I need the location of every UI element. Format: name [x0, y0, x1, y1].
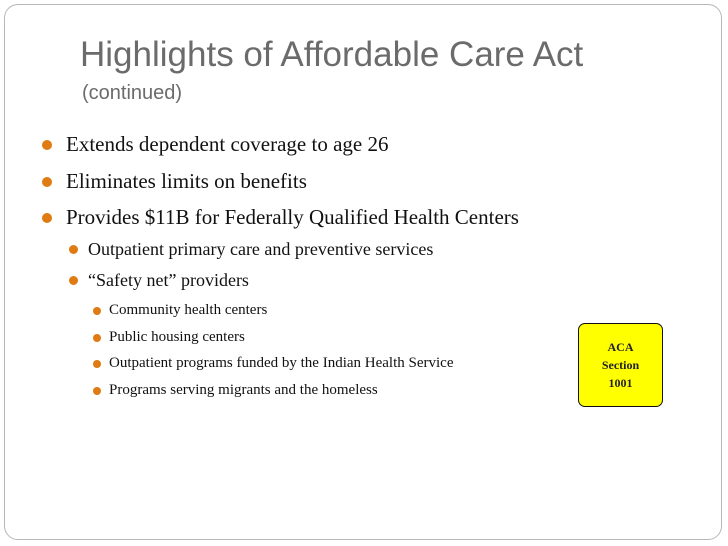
- bullet-text: Programs serving migrants and the homeless: [109, 382, 378, 398]
- subbullet-indian-health: [109, 355, 453, 372]
- callout-line-3: 1001: [608, 376, 633, 390]
- bullet-text: Outpatient programs funded by the Indian Health Service: [109, 355, 454, 371]
- bullet-text: Public housing centers: [109, 329, 245, 345]
- bullet-dot-icon: [93, 307, 101, 315]
- subbullet-migrants-homeless: [109, 382, 378, 399]
- bullet-text: Provides $11B for Federally Qualified Health Centers: [66, 205, 519, 229]
- bullet-fqhc-funding: [66, 205, 519, 230]
- callout-line-1: ACA: [607, 340, 634, 354]
- subbullet-outpatient-care: [88, 239, 433, 260]
- bullet-text: Community health centers: [109, 302, 268, 318]
- subsubbullet-community-health: [109, 302, 267, 319]
- subbullet-safety-net: [88, 270, 249, 291]
- bullet-text: Outpatient primary care and preventive services: [88, 239, 434, 259]
- bullet-dot-icon: [93, 334, 101, 342]
- bullet-dot-icon: [42, 213, 52, 223]
- bullet-dot-icon: [93, 360, 101, 368]
- subbullet-public-housing: [109, 329, 245, 346]
- bullet-dot-icon: [42, 140, 52, 150]
- bullet-dependent-coverage: [66, 132, 388, 157]
- bullet-dot-icon: [93, 387, 101, 395]
- bullet-text: Eliminates limits on benefits: [66, 169, 307, 193]
- bullet-text: Extends dependent coverage to age 26: [66, 132, 389, 156]
- bullet-dot-icon: [69, 245, 78, 254]
- aca-section-callout: [578, 323, 663, 407]
- callout-line-2: Section: [601, 358, 640, 372]
- slide-title: Highlights of Affordable Care Act: [80, 35, 584, 74]
- slide-subtitle: (continued): [82, 82, 183, 104]
- bullet-dot-icon: [42, 177, 52, 187]
- bullet-eliminates-limits: [66, 169, 307, 194]
- bullet-text: “Safety net” providers: [88, 270, 249, 290]
- bullet-dot-icon: [69, 276, 78, 285]
